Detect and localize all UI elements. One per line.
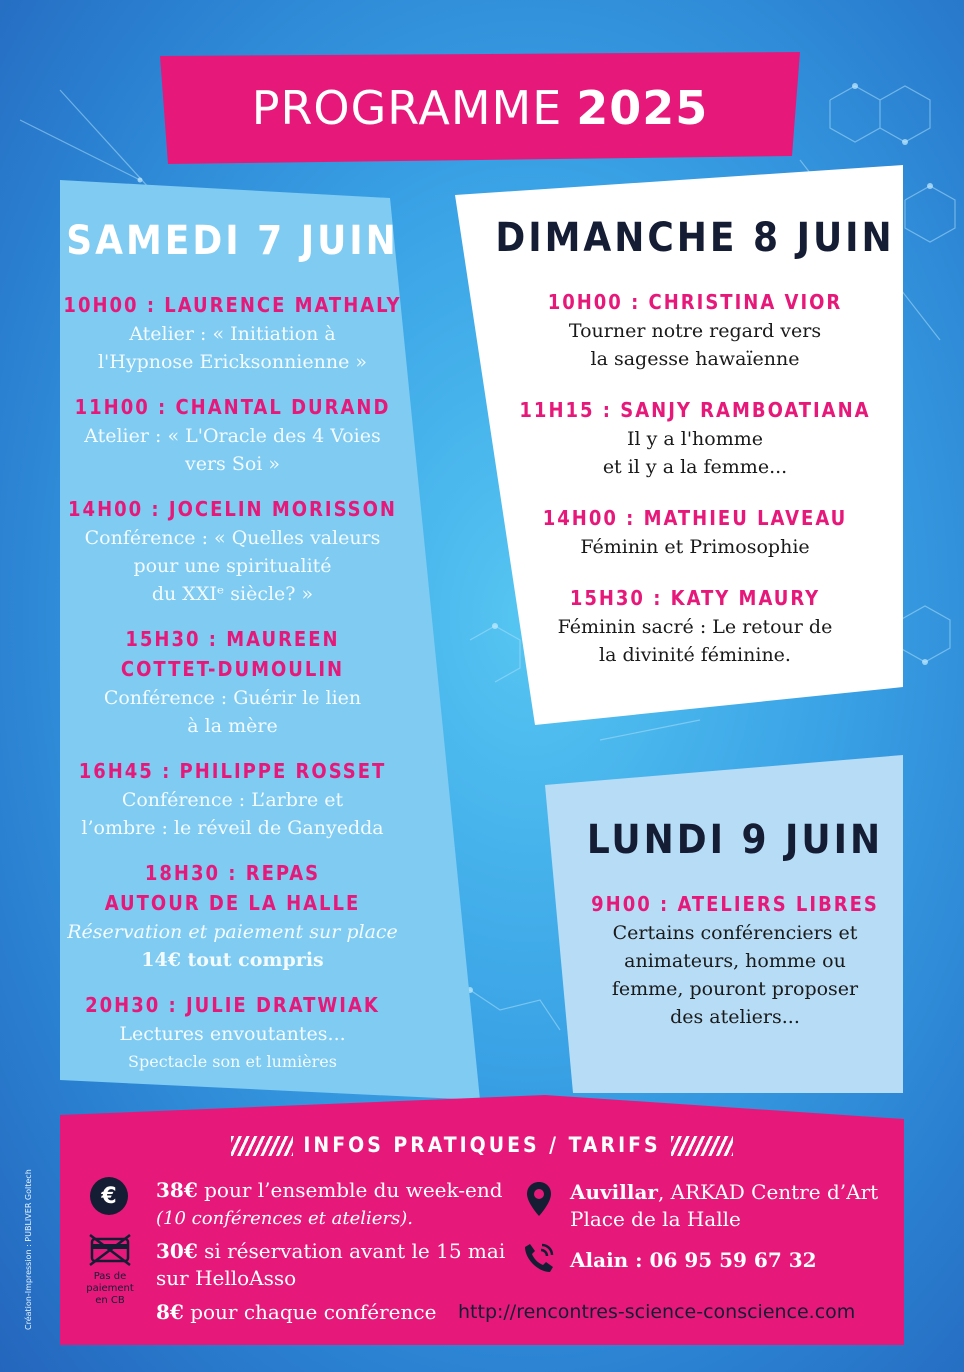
title-banner <box>160 52 800 164</box>
saturday-event-price: 14€ tout compris <box>141 949 324 971</box>
no-card-line: Pas de <box>93 1271 127 1282</box>
saturday-day-title: SAMEDI 7 JUIN <box>66 218 399 264</box>
hatch-decoration <box>671 1136 733 1156</box>
sunday-panel <box>455 165 905 730</box>
saturday-event <box>60 290 405 376</box>
phone-number: Alain : 06 95 59 67 32 <box>570 1248 817 1272</box>
phone-info <box>570 1247 817 1274</box>
infos-title-text: INFOS PRATIQUES / TARIFS <box>303 1133 661 1157</box>
saturday-event-title: 18H30 : REPAS <box>144 861 321 885</box>
saturday-event-line: Conférence : « Quelles valeurs <box>84 527 381 549</box>
saturday-event-title: 10H00 : LAURENCE MATHALY <box>63 293 402 317</box>
saturday-event <box>60 392 405 478</box>
sunday-event-line: et il y a la femme... <box>602 456 788 478</box>
sunday-event-line: Il y a l'homme <box>626 428 763 450</box>
price-value: 30€ <box>156 1239 198 1263</box>
sunday-day-title: DIMANCHE 8 JUIN <box>495 215 895 261</box>
print-credit: Création-Impression : PUBLIVER Goltech <box>24 1169 33 1330</box>
price-conference <box>156 1299 436 1326</box>
price-full-weekend <box>156 1177 503 1232</box>
saturday-event-line: Conférence : L’arbre et <box>121 789 344 811</box>
saturday-event-title: 20H30 : JULIE DRATWIAK <box>85 993 380 1017</box>
sunday-events <box>495 287 895 669</box>
saturday-event-note: Réservation et paiement sur place <box>67 921 398 943</box>
sunday-event <box>495 395 895 481</box>
sunday-event <box>495 583 895 669</box>
saturday-event-title: 11H00 : CHANTAL DURAND <box>74 395 391 419</box>
saturday-event <box>60 990 405 1076</box>
no-card-line: paiement <box>86 1283 134 1294</box>
saturday-event-title: AUTOUR DE LA HALLE <box>104 891 361 915</box>
location-venue: , ARKAD Centre d’Art <box>657 1180 879 1204</box>
no-card-icon <box>88 1233 132 1267</box>
sunday-event <box>495 287 895 373</box>
saturday-events <box>60 290 405 1076</box>
monday-day-title: LUNDI 9 JUIN <box>586 817 884 863</box>
price-text: pour l’ensemble du week-end <box>197 1178 503 1202</box>
monday-event <box>565 889 905 1031</box>
saturday-event-title: 16H45 : PHILIPPE ROSSET <box>78 759 387 783</box>
monday-event-line: femme, pouront proposer <box>611 978 859 1000</box>
saturday-event-line: à la mère <box>187 715 278 737</box>
page-title <box>160 52 800 164</box>
sunday-event-line: Féminin et Primosophie <box>580 536 810 558</box>
euro-icon: € <box>90 1177 128 1215</box>
saturday-event-title: COTTET-DUMOULIN <box>120 657 345 681</box>
saturday-event-line: pour une spiritualité <box>133 555 332 577</box>
sunday-event-title: 14H00 : MATHIEU LAVEAU <box>542 506 848 530</box>
saturday-event-line: Conférence : Guérir le lien <box>103 687 362 709</box>
saturday-event <box>60 756 405 842</box>
saturday-event-title: 15H30 : MAUREEN <box>125 627 340 651</box>
price-note: (10 conférences et ateliers). <box>156 1208 413 1229</box>
saturday-event <box>60 494 405 608</box>
location-info <box>570 1179 878 1233</box>
saturday-event-line: l’ombre : le réveil de Ganyedda <box>81 817 384 839</box>
price-text: si réservation avant le 15 mai <box>197 1239 506 1263</box>
sunday-event-line: la divinité féminine. <box>599 644 791 666</box>
infos-title <box>60 1133 904 1157</box>
price-text: sur HelloAsso <box>156 1266 297 1290</box>
price-value: 8€ <box>156 1300 184 1324</box>
website-link[interactable]: http://rencontres-science-conscience.com <box>458 1301 856 1323</box>
monday-event-line: animateurs, homme ou <box>624 950 846 972</box>
monday-event-line: des ateliers... <box>670 1006 800 1028</box>
saturday-event-line: l'Hypnose Ericksonnienne » <box>97 351 368 373</box>
infos-panel <box>60 1095 904 1345</box>
saturday-event-line: Atelier : « Initiation à <box>129 323 336 345</box>
price-value: 38€ <box>156 1178 198 1202</box>
saturday-event-title: 14H00 : JOCELIN MORISSON <box>68 497 397 521</box>
location-address: Place de la Halle <box>570 1207 741 1231</box>
sunday-event <box>495 503 895 561</box>
price-early <box>156 1238 505 1292</box>
saturday-event <box>60 858 405 974</box>
title-year: 2025 <box>576 81 709 135</box>
saturday-event-line: du XXIᵉ siècle? » <box>151 583 314 605</box>
hatch-decoration <box>231 1136 293 1156</box>
saturday-event-line: vers Soi » <box>184 453 281 475</box>
sunday-event-line: Féminin sacré : Le retour de <box>557 616 833 638</box>
phone-icon <box>522 1241 556 1275</box>
title-text: PROGRAMME <box>251 81 563 135</box>
sunday-event-title: 15H30 : KATY MAURY <box>569 586 821 610</box>
saturday-event-subline: Spectacle son et lumières <box>128 1052 337 1071</box>
sunday-event-title: 10H00 : CHRISTINA VIOR <box>547 290 843 314</box>
sunday-event-line: la sagesse hawaïenne <box>590 348 800 370</box>
monday-panel <box>545 755 905 1095</box>
monday-event-title: 9H00 : ATELIERS LIBRES <box>591 892 879 916</box>
location-city: Auvillar <box>570 1180 658 1204</box>
sunday-event-line: Tourner notre regard vers <box>568 320 822 342</box>
saturday-event-line: Lectures envoutantes... <box>119 1023 346 1045</box>
monday-event-line: Certains conférenciers et <box>612 922 858 944</box>
location-pin-icon <box>526 1181 552 1217</box>
price-text: pour chaque conférence <box>183 1300 437 1324</box>
no-card-text <box>80 1271 140 1307</box>
saturday-event <box>60 624 405 740</box>
saturday-event-line: Atelier : « L'Oracle des 4 Voies <box>84 425 381 447</box>
no-card-line: en CB <box>95 1295 125 1306</box>
sunday-event-title: 11H15 : SANJY RAMBOATIANA <box>519 398 871 422</box>
saturday-panel <box>60 180 480 1110</box>
